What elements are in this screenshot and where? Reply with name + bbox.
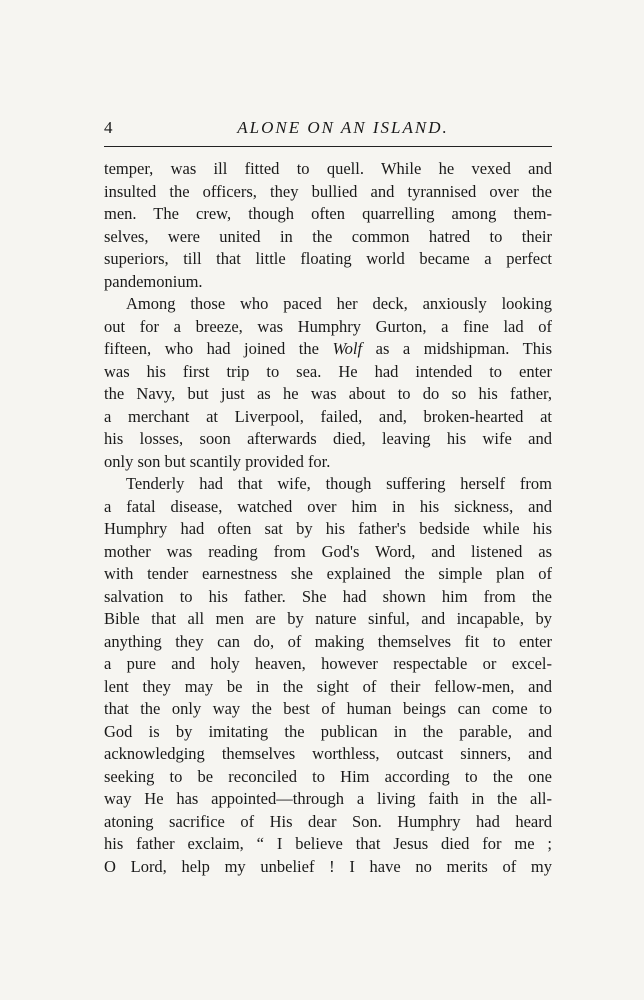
text-line: out for a breeze, was Humphry Gurton, a fine lad of [104,316,552,336]
text-line: Among those who paced her deck, anxiously looking [126,294,552,313]
text-line: Tenderly had that wife, though suffering herself from [126,474,552,493]
text-line: men. The crew, though often quarrelling among them- [104,204,552,223]
text-line: God is by imitating the publican in the parable, and [104,721,552,741]
text-line: a fatal disease, watched over him in his sickness, and [104,496,552,516]
text-line: Bible that all men are by nature sinful, and incapable, by [104,609,552,628]
text-line: fifteen, who had joined the Wolf as a midshipman. This [104,339,552,358]
text-line: Humphry had often sat by his father's bedside while his [104,519,552,538]
page-number: 4 [104,118,113,137]
text-line: seeking to be reconciled to Him according to the one [104,766,552,786]
text-line: was his first trip to sea. He had intended to enter [104,361,552,381]
running-head [104,117,552,141]
text-line: superiors, till that little floating world became a perfect [104,249,552,268]
text-line: that the only way the best of human beings can come to [104,699,552,718]
text-line: his losses, soon afterwards died, leaving his wife and [104,429,552,448]
text-line: mother was reading from God's Word, and listened as [104,541,552,561]
header-rule [104,146,552,147]
text-line: with tender earnestness she explained the simple plan of [104,564,552,583]
text-line: the Navy, but just as he was about to do so his father, [104,384,552,403]
text-line: O Lord, help my unbelief ! I have no merits of my [104,856,552,876]
text-line: acknowledging themselves worthless, outcast sinners, and [104,744,552,763]
text-line: a merchant at Liverpool, failed, and, broken-hearted at [104,406,552,426]
text-line: way He has appointed—through a living faith in the all- [104,789,552,808]
paragraph [104,158,552,293]
text-line: selves, were united in the common hatred to their [104,226,552,246]
text-line: his father exclaim, “ I believe that Jesus died for me ; [104,834,552,853]
text-line: anything they can do, of making themselves fit to enter [104,631,552,651]
text-line: a pure and holy heaven, however respectable or excel- [104,654,552,673]
text-line: atoning sacrifice of His dear Son. Humphry had heard [104,811,552,831]
text-line: only son but scantily provided for. [104,451,331,471]
paragraph [104,293,552,473]
running-title: ALONE ON AN ISLAND. [237,118,449,137]
italic-ship-name: Wolf [332,339,363,358]
text-line: salvation to his father. She had shown him from the [104,586,552,606]
text-line: temper, was ill fitted to quell. While he vexed and [104,159,552,178]
paragraph [104,473,552,878]
text-line: insulted the officers, they bullied and tyrannised over the [104,181,552,201]
text-line: lent they may be in the sight of their fellow-men, and [104,676,552,696]
body-text [104,158,552,878]
text-line: pandemonium. [104,271,203,291]
